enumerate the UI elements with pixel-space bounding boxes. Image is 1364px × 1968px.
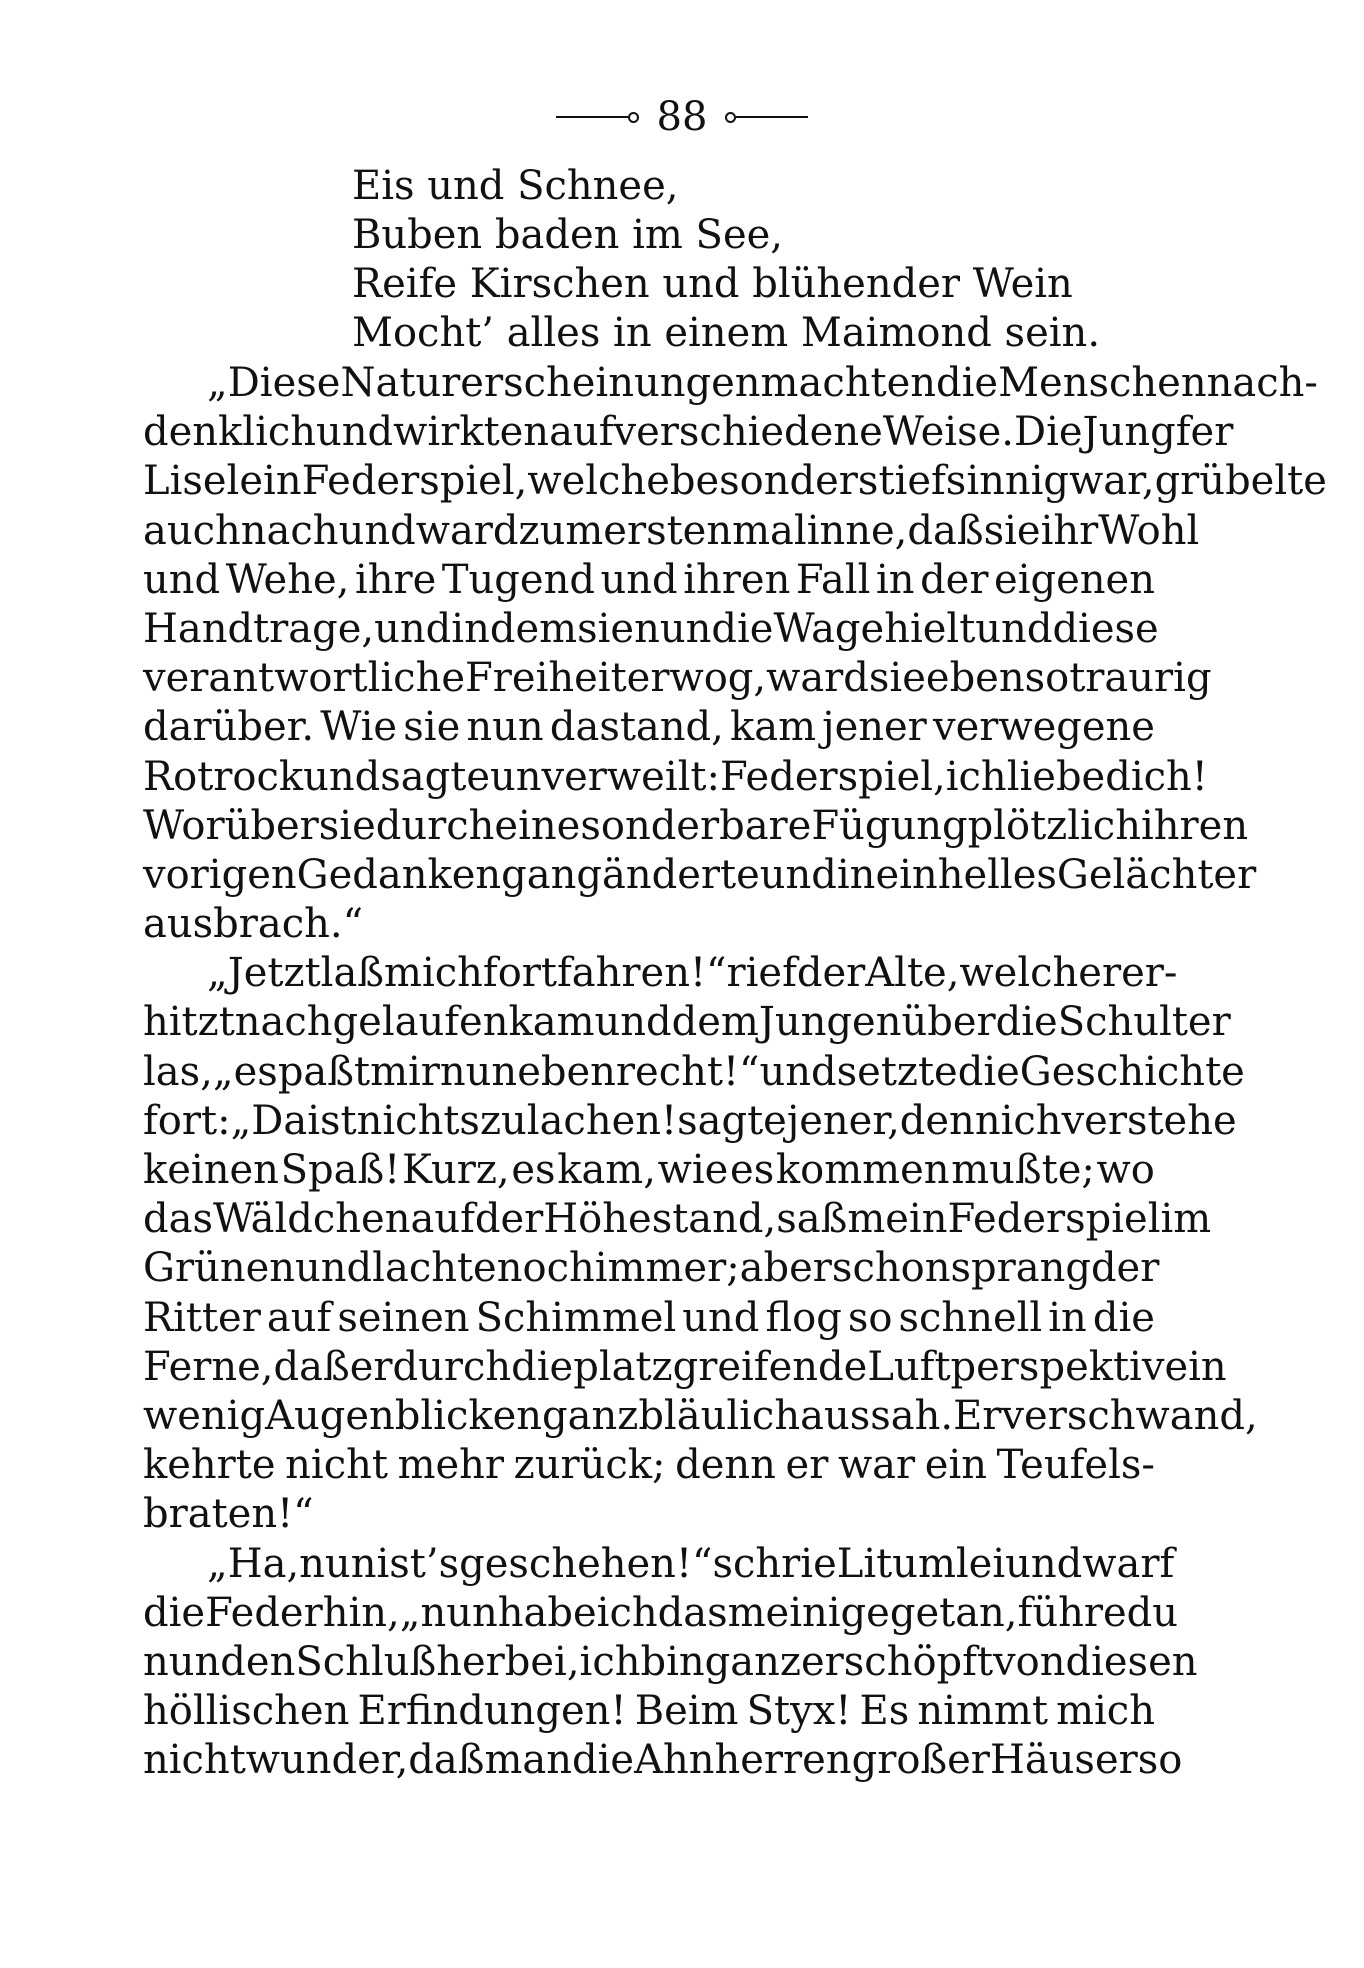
text-line: wenig Augenblicken ganz bläulich aussah. Er verschwand,: [143, 1392, 1258, 1439]
text-line: auch nach und ward zum erstenmal inne, daß sie ihr Wohl: [143, 507, 1200, 554]
page-header: [0, 92, 1364, 142]
text-line: und Wehe, ihre Tugend und ihren Fall in der eigenen: [143, 556, 1155, 603]
verse-line: Reife Kirschen und blühender Wein: [352, 261, 1073, 307]
verse-line: Mocht’ alles in einem Maimond sein.: [352, 310, 1101, 356]
text-line: Hand trage, und indem sie nun die Wage hielt und diese: [143, 605, 1159, 652]
text-line: denklich und wirkten auf verschiedene Weise. Die Jungfer: [143, 409, 1234, 456]
text-line: nun den Schluß herbei, ich bin ganz erschöpft von diesen: [143, 1638, 1198, 1685]
text-line: Rotrock und sagte unverweilt: Federspiel, ich liebe dich!: [143, 753, 1208, 800]
verse-block: [352, 162, 1152, 358]
text-line: hitzt nachgelaufen kam und dem Jungen über die Schulter: [143, 999, 1231, 1046]
text-line: höllischen Erfindungen! Beim Styx! Es nimmt mich: [143, 1688, 1155, 1735]
text-line: fort: „Da ist nichts zu lachen! sagte jener, denn ich verstehe: [143, 1097, 1237, 1144]
page-number: 88: [656, 94, 708, 140]
text-line: Grünen und lachte noch immer; aber schon sprang der: [143, 1245, 1160, 1292]
text-line: „Diese Naturerscheinungen machten die Menschen nach-: [207, 360, 1318, 406]
body-text: [143, 359, 1327, 1785]
text-line: nicht wunder, daß man die Ahnherren großer Häuser so: [143, 1737, 1183, 1784]
left-ornament: [556, 112, 639, 123]
text-line: kehrte nicht mehr zurück; denn er war ein Teufels-: [143, 1442, 1155, 1489]
text-line: keinen Spaß! Kurz, es kam, wie es kommen mußte; wo: [143, 1147, 1155, 1193]
text-line: ausbrach.“: [143, 901, 364, 948]
text-line: Worüber sie durch eine sonderbare Fügung plötzlich ihren: [143, 802, 1249, 849]
text-line: braten!“: [143, 1491, 314, 1538]
text-line: verantwortliche Freiheit erwog, ward sie ebenso traurig: [143, 655, 1212, 702]
text-line: Ferne, daß er durch die platzgreifende Luftperspektive in: [143, 1343, 1227, 1390]
text-line: vorigen Gedankengang änderte und in ein helles Gelächter: [143, 851, 1257, 898]
text-line: darüber. Wie sie nun dastand, kam jener verwegene: [143, 704, 1155, 751]
verse-line: Eis und Schnee,: [352, 163, 679, 209]
text-line: „Ha, nun ist’s geschehen!“ schrie Litumlei und warf: [207, 1540, 1175, 1587]
text-line: Liselein Federspiel, welche besonders tiefsinnig war, grübelte: [143, 458, 1327, 505]
text-line: das Wäldchen auf der Höhe stand, saß mein Federspiel im: [143, 1196, 1212, 1243]
right-ornament: [725, 112, 808, 123]
verse-line: Buben baden im See,: [352, 212, 784, 258]
text-line: „Jetzt laß mich fortfahren!“ rief der Alte, welcher er-: [207, 950, 1178, 997]
text-line: las, „es paßt mir nun eben recht!“ und setzte die Geschichte: [143, 1048, 1245, 1095]
text-line: Ritter auf seinen Schimmel und flog so schnell in die: [143, 1294, 1155, 1341]
text-line: die Feder hin, „nun habe ich das meinige getan, führe du: [143, 1589, 1179, 1636]
